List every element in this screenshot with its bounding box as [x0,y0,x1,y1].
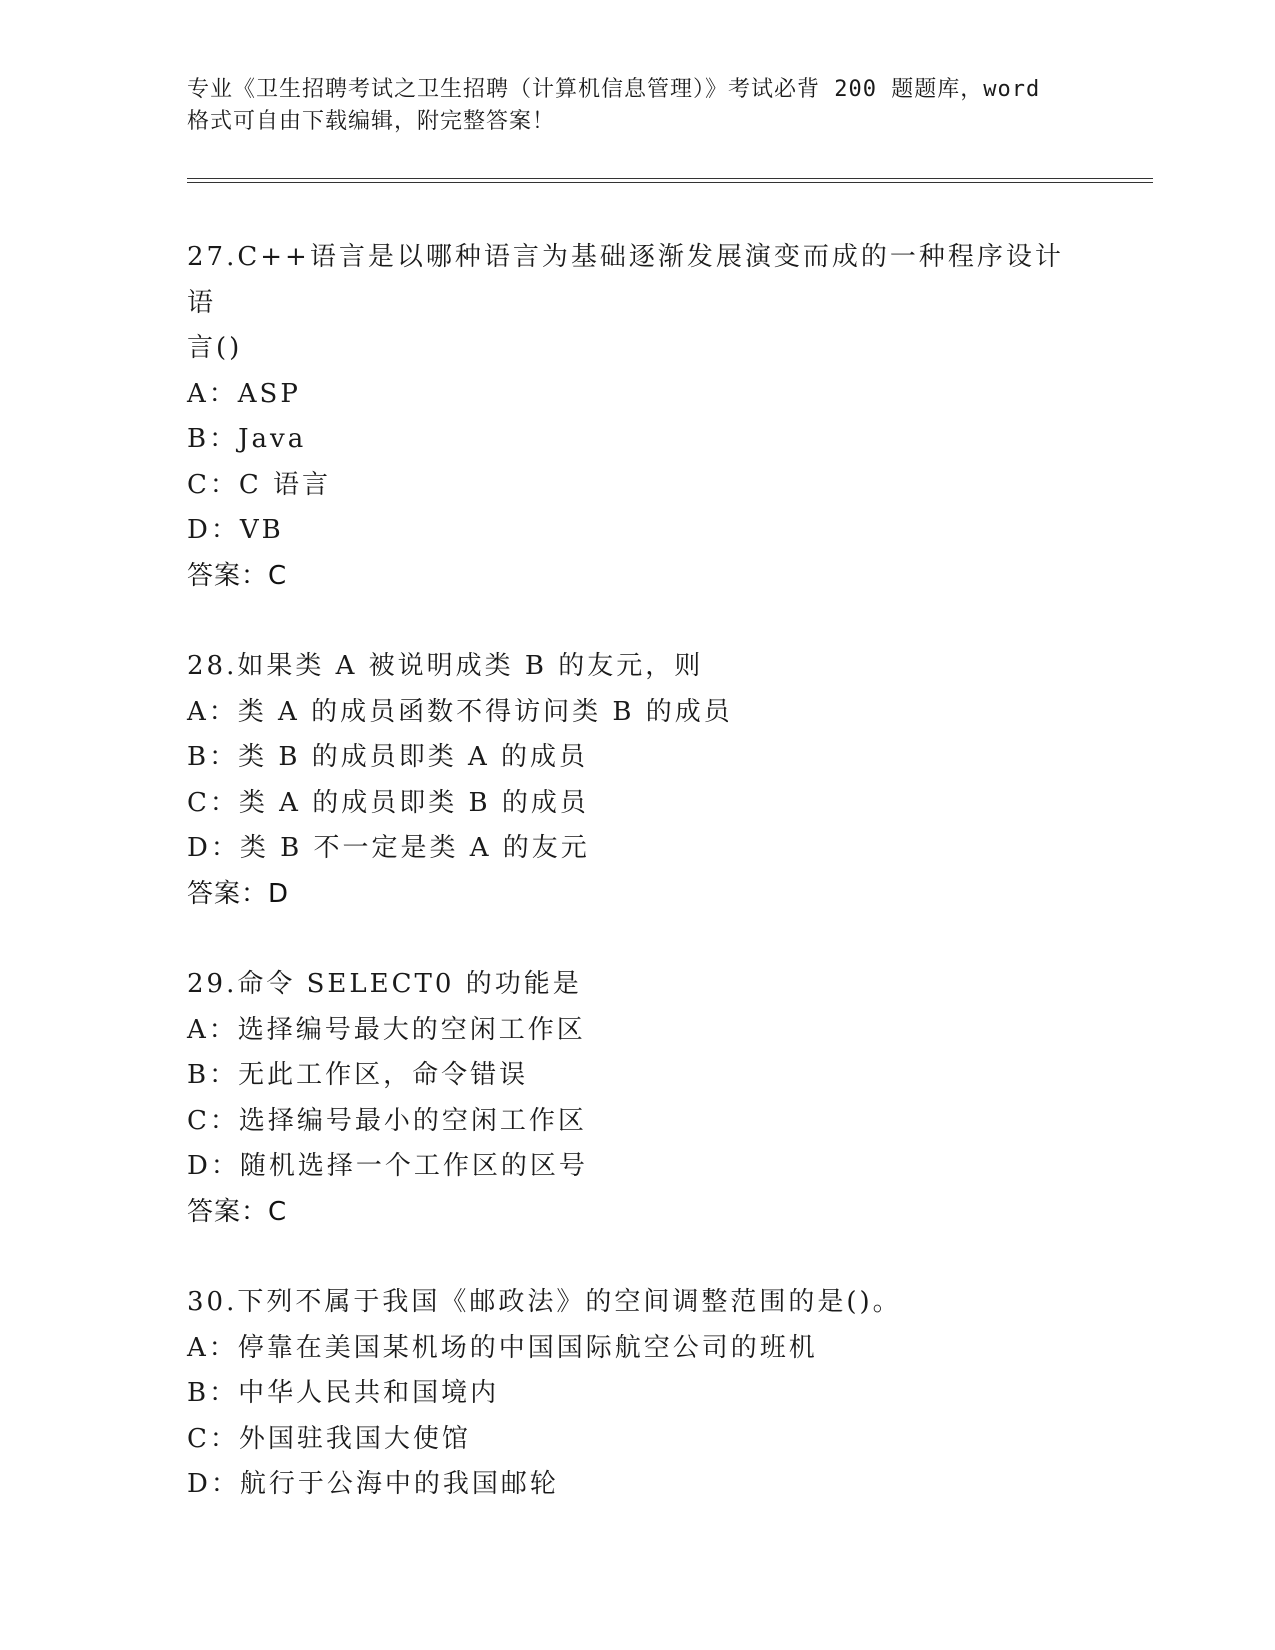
option-d: D：VB [187,515,284,545]
question-stem: 28.如果类 A 被说明成类 B 的友元，则 [187,651,704,681]
answer-line: 答案：C [187,560,288,591]
option-a: A：ASP [187,378,301,409]
option-a: A：停靠在美国某机场的中国国际航空公司的班机 [187,1332,818,1363]
question-stem: 27.C++语言是以哪种语言为基础逐渐发展演变而成的一种程序设计语 [187,242,1064,318]
question-28 [187,644,1087,917]
option-c: C：外国驻我国大使馆 [187,1423,471,1454]
spacer [187,917,1087,962]
header-divider-bottom [187,182,1153,183]
option-d: D：随机选择一个工作区的区号 [187,1151,588,1181]
header-divider-top [187,178,1153,179]
answer-line: 答案：C [187,1196,288,1227]
option-b: B：类 B 的成员即类 A 的成员 [187,742,589,772]
header-line-1: 专业《卫生招聘考试之卫生招聘（计算机信息管理）》考试必背 200 题题库，word [187,77,1041,102]
option-d: D：航行于公海中的我国邮轮 [187,1469,559,1499]
option-b: B：Java [187,424,307,454]
option-a: A：类 A 的成员函数不得访问类 B 的成员 [187,696,733,727]
spacer [187,1235,1087,1280]
answer-line: 答案：D [187,878,290,909]
option-d: D：类 B 不一定是类 A 的友元 [187,833,590,863]
question-29 [187,962,1087,1235]
question-27 [187,235,1087,599]
question-list [187,235,1087,1508]
option-c: C：类 A 的成员即类 B 的成员 [187,787,589,818]
option-c: C：C 语言 [187,469,332,500]
option-c: C：选择编号最小的空闲工作区 [187,1105,587,1136]
question-30 [187,1280,1087,1508]
option-b: B：无此工作区，命令错误 [187,1060,529,1090]
spacer [187,599,1087,644]
option-b: B：中华人民共和国境内 [187,1378,500,1408]
question-stem-continued: 言() [187,333,243,363]
option-a: A：选择编号最大的空闲工作区 [187,1014,586,1045]
question-stem: 29.命令 SELECT0 的功能是 [187,969,582,999]
header-line-2: 格式可自由下载编辑，附完整答案！ [187,109,556,134]
question-stem: 30.下列不属于我国《邮政法》的空间调整范围的是()。 [187,1287,902,1317]
document-header [187,74,1087,138]
